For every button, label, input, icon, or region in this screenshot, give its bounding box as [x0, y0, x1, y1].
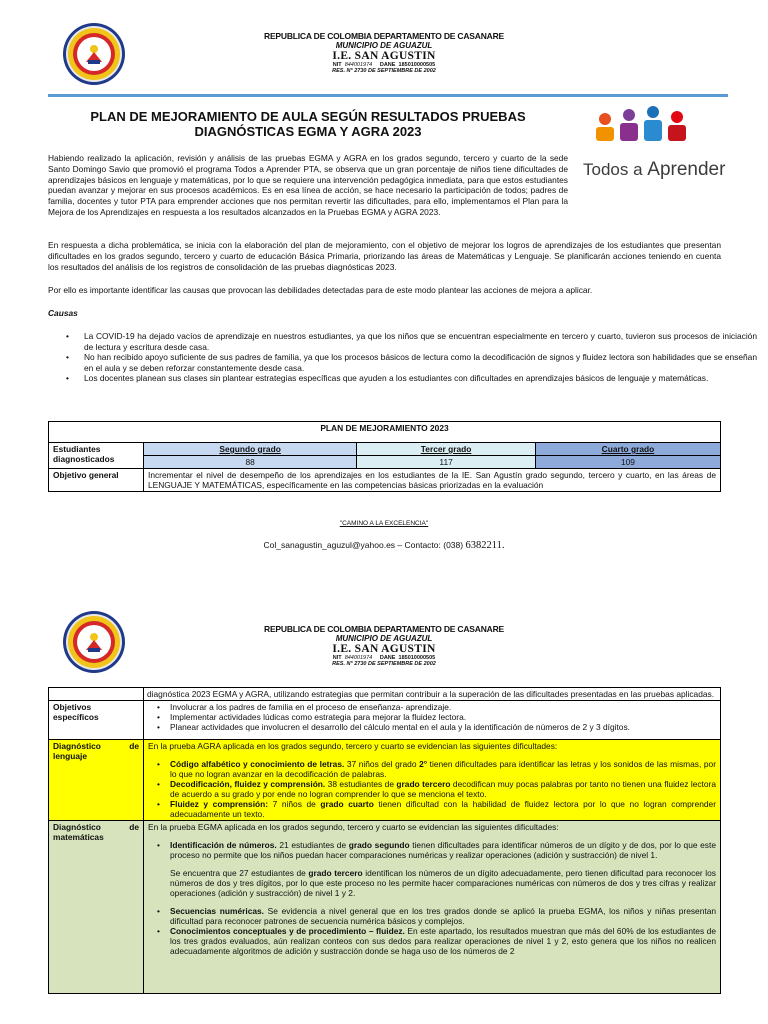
header-ids: NIT 844001974 DANE 185010000505 [332, 62, 436, 68]
people-icon [583, 106, 715, 152]
grade-2-count: 88 [144, 456, 357, 469]
list-item: • Código alfabético y conocimiento de letras. 37 niños del grado 2° tienen dificultades para identificar las letras y los sonidos de las mismas, por lo que no logran avanzar en la decodificación de palabras. [170, 759, 716, 779]
objective-label: Objetivo general [49, 469, 144, 492]
blank-cell [49, 688, 144, 701]
language-diagnosis [144, 740, 721, 821]
list-item: • Fluidez y comprensión: 7 niños de grado cuarto tienen dificultad con la habilidad de fluidez lectora por lo que no logran comprender adecuadamente un texto. [170, 799, 716, 819]
math-diagnosis [144, 821, 721, 994]
header-school-name: I.E. SAN AGUSTIN [332, 50, 436, 62]
header-resolution: RES. N° 2730 DE SEPTIEMBRE DE 2002 [332, 68, 436, 74]
page-title: PLAN DE MEJORAMIENTO DE AULA SEGÚN RESULTADOS PRUEBAS DIAGNÓSTICAS EGMA Y AGRA 2023 [90, 109, 526, 139]
causas-heading: Causas [48, 308, 78, 318]
grade-2-header: Segundo grado [144, 443, 357, 456]
list-item: • Decodificación, fluidez y comprensión. 38 estudiantes de grado tercero decodifican muy pocas palabras por tanto no tienen una fluidez lectora de acuerdo a su grado y por ende no logran comprender lo que se menciona el texto. [170, 779, 716, 799]
todos-a-aprender-logo [583, 106, 726, 182]
header-country: REPUBLICA DE COLOMBIA DEPARTAMENTO DE CASANARE [264, 624, 504, 634]
intro-paragraph-2: En respuesta a dicha problemática, se inicia con la elaboración del plan de mejoramiento, con el objetivo de mejorar los logros de aprendizajes de los estudiantes que presentan dificultades en los grados segundo, tercero y cuarto de educación Básica Primaria, priorizando las áreas de Matemáticas y Lenguaje. Se planificarán acciones teniendo en cuenta los resultados del análisis de los registros de consolidación de las pruebas diagnósticas 2023. [48, 240, 721, 272]
list-item: • Secuencias numéricas. Se evidencia a nivel general que en los tres grados donde se aplicó la prueba EGMA, los niños y niñas presentan dificultad para reconocer patrones de secuencia numérica básicos y complejos. [170, 906, 716, 926]
math-paragraph: Se encuentra que 27 estudiantes de grado tercero identifican los números de un dígito adecuadamente, pero tienen dificultad para reconocer los números de dos y tres dígitos, por lo que este proceso no les permite hacer comparaciones numéricas con números de dos y tres cifras y realizar operaciones (adición y sustracción) de nivel 1 y 2. [170, 868, 716, 898]
list-item: • Implementar actividades lúdicas como estrategia para mejorar la fluidez lectora. [170, 712, 716, 722]
specific-objectives [144, 701, 721, 740]
header-school-name: I.E. SAN AGUSTIN [332, 643, 436, 655]
students-label: Estudiantes diagnosticados [49, 443, 144, 469]
plan-table-continued [48, 687, 721, 994]
objective-text-continued: diagnóstica 2023 EGMA y AGRA, utilizando estrategias que permitan contribuir a la superación de las dificultades presentadas en las pruebas aplicadas. [144, 688, 721, 701]
contact-line: Col_sanagustin_aguzul@yahoo.es – Contacto: (038) 6382211. [263, 540, 505, 551]
objective-text: Incrementar el nivel de desempeño de los aprendizajes en los estudiantes de la IE. San Agustín grado segundo, tercero y cuarto, en las áreas de LENGUAJE Y MATEMÁTICAS, específicamente en las competencias básicas priorizadas en la evaluación [144, 469, 721, 492]
grade-3-header: Tercer grado [357, 443, 536, 456]
grade-4-header: Cuarto grado [535, 443, 720, 456]
intro-paragraph-3: Por ello es importante identificar las causas que provocan las debilidades detectadas para de este modo plantear las acciones de mejora a aplicar. [48, 285, 593, 295]
specific-objectives-label: Objetivos específicos [49, 701, 144, 740]
header-municipality: MUNICIPIO DE AGUAZUL [335, 634, 433, 643]
header-country: REPUBLICA DE COLOMBIA DEPARTAMENTO DE CASANARE [264, 31, 504, 41]
math-intro: En la prueba EGMA aplicada en los grados segundo, tercero y cuarto se evidencian las siguientes dificultades: [148, 822, 559, 832]
causas-list [48, 331, 757, 384]
page2-header [0, 624, 768, 667]
motto: "CAMINO A LA EXCELENCIA" [339, 520, 429, 527]
logo-text: Todos a Aprender [583, 159, 726, 180]
list-item: • La COVID-19 ha dejado vacíos de aprendizaje en nuestros estudiantes, ya que los niños que se encuentran especialmente en tercero y cuarto, tuvieron sus procesos de iniciación de lectura y escritura desde casa. [84, 331, 757, 352]
header-resolution: RES. N° 2730 DE SEPTIEMBRE DE 2002 [332, 661, 436, 667]
math-diagnosis-label: Diagnóstico de matemáticas [49, 821, 144, 994]
page1-header [0, 31, 768, 74]
list-item: • Involucrar a los padres de familia en el proceso de enseñanza- aprendizaje. [170, 702, 716, 712]
language-intro: En la prueba AGRA aplicada en los grados segundo, tercero y cuarto se evidencian las siguientes dificultades: [148, 741, 558, 751]
list-item: • Los docentes planean sus clases sin plantear estrategias específicas que ayuden a los estudiantes con dificultades en aprendizajes básicos de lenguaje y matemáticas. [84, 373, 757, 384]
header-ids: NIT 844001974 DANE 185010000505 [332, 655, 436, 661]
header-rule [48, 94, 728, 97]
intro-paragraph-1: Habiendo realizado la aplicación, revisión y análisis de las pruebas EGMA y AGRA en los grados segundo, tercero y cuarto de la sede Santo Domingo Savio que promovió el programa Todos a Aprender PTA, se observa que un gran porcentaje de niños tiene dificultades de aprendizajes básicos en lenguaje y matemáticas, por lo que se requiere una intervención pedagógica inmediata, para que estos estudiantes puedan avanzar y mejorar en sus procesos académicos. Es en esa línea de acción, se hace necesario la participación de todos; padres de familia, docentes y tutor PTA para emprender acciones que nos permitan revertir las dificultades, para ello, implementamos el Plan para la Mejora de los Aprendizajes en respuesta a los resultados alcanzados en la Pruebas EGMA y AGRA 2023. [48, 153, 568, 217]
header-municipality: MUNICIPIO DE AGUAZUL [335, 41, 433, 50]
list-item: • Identificación de números. 21 estudiantes de grado segundo tienen dificultades para identificar números de un dígito y de dos, por lo que este proceso no permite que los niños puedan hacer comparaciones numéricas y realizar operaciones (adición y sustracción) de nivel 1. [170, 840, 716, 860]
grade-4-count: 109 [535, 456, 720, 469]
plan-table [48, 421, 721, 492]
grade-3-count: 117 [357, 456, 536, 469]
plan-table-title: PLAN DE MEJORAMIENTO 2023 [49, 422, 721, 443]
list-item: • No han recibido apoyo suficiente de sus padres de familia, ya que los procesos básicos de lectura como la decodificación de signos y fluidez lectora son habilidades que se enseñan en el aula y se deben reforzar constantemente desde casa. [84, 352, 757, 373]
list-item: • Conocimientos conceptuales y de procedimiento – fluidez. En este apartado, los resultados muestran que más del 60% de los estudiantes de los tres grados evaluados, aún realizan conteos con sus dedos para realizar operaciones de nivel 1 y 2, esto genera que los niños no realicen adecuadamente algoritmos de adición y sustracción donde se haga uso de los números de 2 [170, 926, 716, 956]
language-diagnosis-label: Diagnóstico de lenguaje [49, 740, 144, 821]
list-item: • Planear actividades que involucren el desarrollo del cálculo mental en el aula y la identificación de números de 2 y 3 dígitos. [170, 722, 716, 732]
